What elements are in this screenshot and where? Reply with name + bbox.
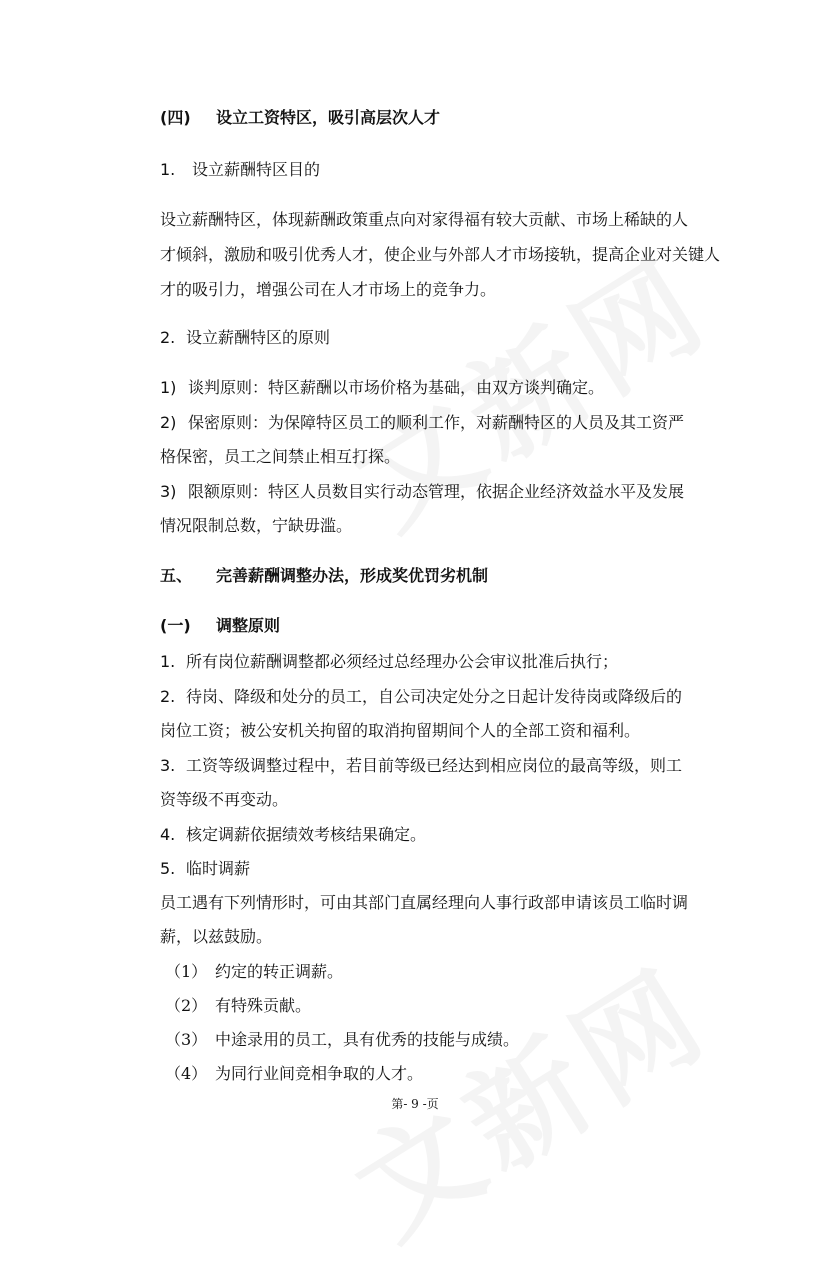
rule-2-number: 2. [160, 687, 176, 706]
rule-3-number: 3. [160, 756, 176, 775]
section-5-number: 五、 [160, 566, 193, 585]
rule-3-continuation: 资等级不再变动。 [160, 790, 289, 809]
case-2-text: 有特殊贡献。 [215, 996, 312, 1015]
rule-1 [160, 651, 618, 673]
case-3 [165, 1029, 519, 1051]
rule-1-number: 1. [160, 652, 176, 671]
rule-5-text: 临时调薪 [186, 859, 251, 878]
principle-3 [160, 481, 684, 503]
rule-3-text: 工资等级调整过程中，若目前等级已经达到相应岗位的最高等级，则工 [186, 756, 683, 775]
section-4-title: 设立工资特区，吸引高层次人才 [216, 108, 441, 127]
case-3-text: 中途录用的员工，具有优秀的技能与成绩。 [215, 1030, 520, 1049]
item-1-title: 设立薪酬特区目的 [192, 160, 321, 179]
temp-raise-line-2: 薪，以兹鼓励。 [160, 927, 273, 946]
case-4-number: （4） [165, 1064, 208, 1083]
section-5-heading [160, 565, 488, 587]
principle-3-number: 3) [160, 482, 177, 501]
rule-2 [160, 686, 682, 708]
item-1-heading [160, 159, 320, 181]
temp-raise-line-1: 员工遇有下列情形时，可由其部门直属经理向人事行政部申请该员工临时调 [160, 893, 689, 912]
principle-1-number: 1) [160, 378, 177, 397]
case-2 [165, 995, 311, 1017]
section-5-title: 完善薪酬调整办法，形成奖优罚劣机制 [216, 566, 489, 585]
rule-4-text: 核定调薪依据绩效考核结果确定。 [186, 825, 427, 844]
rule-4 [160, 824, 426, 846]
rule-5 [160, 858, 250, 880]
case-1-text: 约定的转正调薪。 [215, 962, 344, 981]
subsection-1-heading [160, 615, 280, 637]
principle-2-text: 保密原则：为保障特区员工的顺利工作，对薪酬特区的人员及其工资严 [188, 413, 685, 432]
case-3-number: （3） [165, 1030, 208, 1049]
case-1-number: （1） [165, 962, 208, 981]
item-2-number: 2. [160, 328, 176, 347]
item-2-heading [160, 327, 330, 349]
principle-2-number: 2) [160, 413, 177, 432]
section-4-number: (四) [160, 108, 191, 127]
case-2-number: （2） [165, 996, 208, 1015]
purpose-line-1: 设立薪酬特区，体现薪酬政策重点向对家得福有较大贡献、市场上稀缺的人 [160, 210, 689, 229]
rule-1-text: 所有岗位薪酬调整都必须经过总经理办公会审议批准后执行； [186, 652, 619, 671]
principle-2 [160, 412, 684, 434]
case-1 [165, 961, 343, 983]
principle-3-continuation: 情况限制总数，宁缺毋滥。 [160, 516, 353, 535]
subsection-1-title: 调整原则 [216, 616, 281, 635]
item-2-title: 设立薪酬特区的原则 [186, 328, 331, 347]
principle-1-text: 谈判原则：特区薪酬以市场价格为基础，由双方谈判确定。 [188, 378, 605, 397]
principle-1 [160, 377, 604, 399]
subsection-1-number: (一) [160, 616, 191, 635]
rule-2-continuation: 岗位工资；被公安机关拘留的取消拘留期间个人的全部工资和福利。 [160, 721, 641, 740]
rule-2-text: 待岗、降级和处分的员工，自公司决定处分之日起计发待岗或降级后的 [186, 687, 683, 706]
purpose-line-3: 才的吸引力，增强公司在人才市场上的竞争力。 [160, 280, 497, 299]
item-1-number: 1. [160, 160, 176, 179]
rule-3 [160, 755, 682, 777]
rule-5-number: 5. [160, 859, 176, 878]
case-4-text: 为同行业间竞相争取的人才。 [215, 1064, 424, 1083]
page-number-footer: 第- 9 -页 [391, 1097, 439, 1111]
purpose-line-2: 才倾斜，激励和吸引优秀人才，使企业与外部人才市场接轨，提高企业对关键人 [160, 245, 721, 264]
section-4-heading [160, 107, 440, 129]
principle-2-continuation: 格保密，员工之间禁止相互打探。 [160, 447, 401, 466]
principle-3-text: 限额原则：特区人员数目实行动态管理，依据企业经济效益水平及发展 [188, 482, 685, 501]
case-4 [165, 1063, 423, 1085]
rule-4-number: 4. [160, 825, 176, 844]
